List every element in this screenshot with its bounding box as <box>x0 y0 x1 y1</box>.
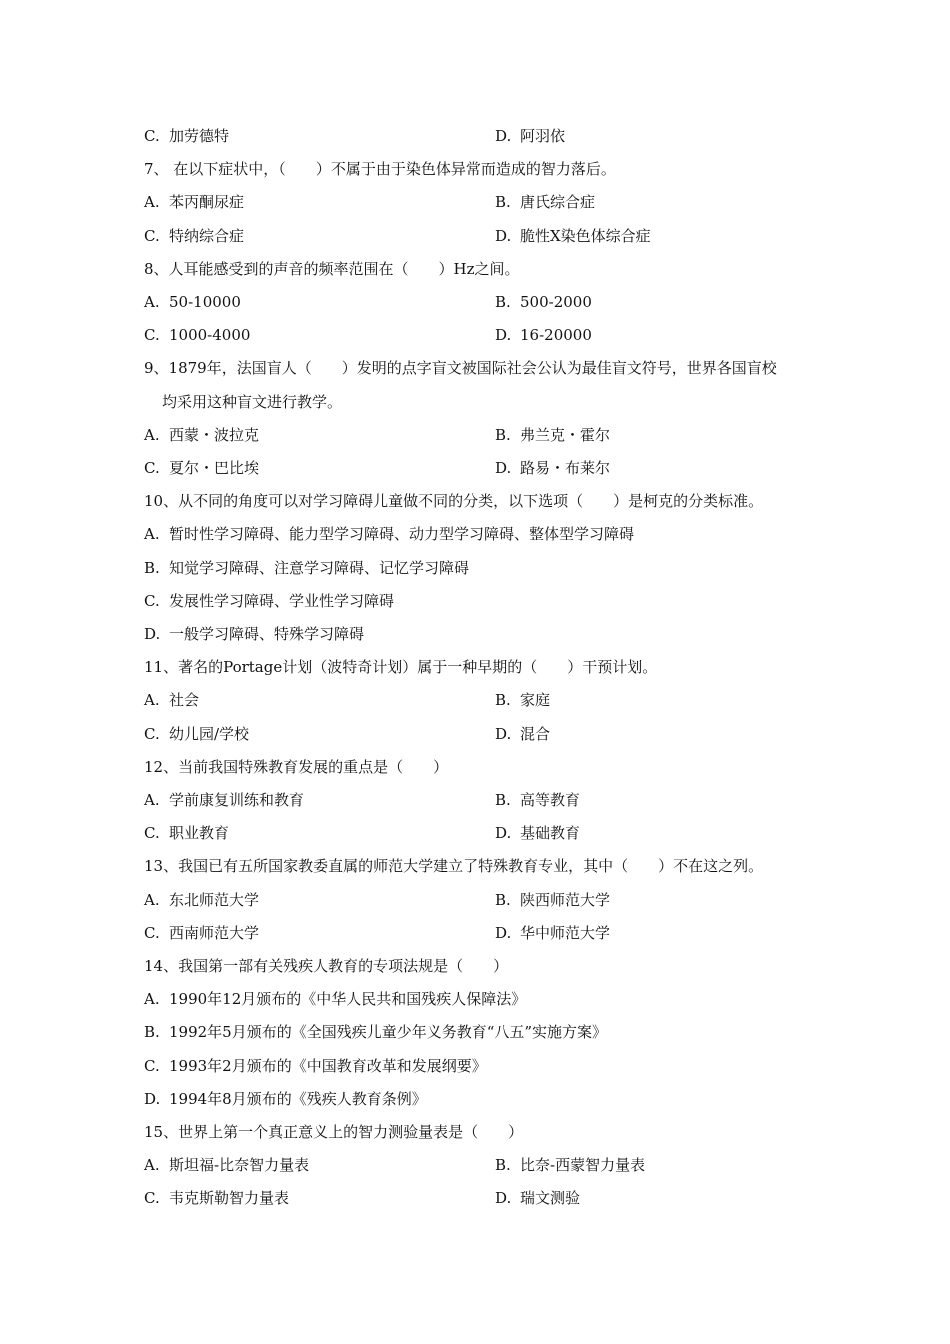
option-label: A. <box>144 525 160 543</box>
option-label: A. <box>144 426 160 444</box>
option-label: A. <box>144 293 160 311</box>
option-text: 斯坦福-比奈智力量表 <box>169 1156 310 1174</box>
answer-option-right <box>495 790 580 810</box>
option-label: D. <box>495 924 512 942</box>
option-text: 1994年8月颁布的《残疾人教育条例》 <box>169 1090 427 1108</box>
answer-option <box>144 591 394 611</box>
option-label: C. <box>144 824 160 842</box>
option-label: B. <box>495 891 511 909</box>
option-label: B. <box>495 193 511 211</box>
option-label: C. <box>144 725 160 743</box>
option-text: 职业教育 <box>169 824 230 842</box>
option-text: 家庭 <box>520 691 551 709</box>
question-text: 10、从不同的角度可以对学习障碍儿童做不同的分类，以下选项（ ）是柯克的分类标准。 <box>144 492 764 510</box>
option-label: C. <box>144 1189 160 1207</box>
option-label: C. <box>144 227 160 245</box>
option-label: D. <box>144 625 161 643</box>
option-text: 瑞文测验 <box>520 1189 581 1207</box>
question-text-continued: 均采用这种盲文进行教学。 <box>162 393 343 411</box>
answer-option-right <box>495 325 592 345</box>
option-label: D. <box>495 326 512 344</box>
option-label: A. <box>144 1156 160 1174</box>
option-label: D. <box>495 824 512 842</box>
answer-option-right <box>495 1188 580 1208</box>
option-label: C. <box>144 592 160 610</box>
option-text: 幼儿园/学校 <box>169 725 250 743</box>
answer-option-right <box>495 823 580 843</box>
option-text: 社会 <box>169 691 200 709</box>
answer-option-left <box>144 1188 289 1208</box>
answer-option-right <box>495 690 550 710</box>
answer-option-left <box>144 923 259 943</box>
answer-option-left <box>144 823 229 843</box>
option-label: B. <box>495 1156 511 1174</box>
option-text: 50-10000 <box>169 293 241 311</box>
option-label: B. <box>495 691 511 709</box>
option-text: 唐氏综合症 <box>520 193 596 211</box>
option-label: B. <box>144 1023 160 1041</box>
option-text: 苯丙酮尿症 <box>169 193 245 211</box>
option-text: 夏尔・巴比埃 <box>169 459 260 477</box>
question-text: 7、 在以下症状中，（ ）不属于由于染色体异常而造成的智力落后。 <box>144 160 616 178</box>
question-text: 11、著名的Portage计划（波特奇计划）属于一种早期的（ ）干预计划。 <box>144 658 658 676</box>
option-text: 特纳综合症 <box>169 227 245 245</box>
option-label: A. <box>144 691 160 709</box>
option-text: 暂时性学习障碍、能力型学习障碍、动力型学习障碍、整体型学习障碍 <box>169 525 635 543</box>
answer-option-right <box>495 226 651 246</box>
answer-option-left <box>144 192 244 212</box>
answer-option-right <box>495 724 550 744</box>
answer-option-left <box>144 690 199 710</box>
option-text: 一般学习障碍、特殊学习障碍 <box>169 625 365 643</box>
answer-option-left <box>144 1155 309 1175</box>
answer-option <box>144 1056 487 1076</box>
option-text: 脆性X染色体综合症 <box>520 227 651 245</box>
question-text: 13、我国已有五所国家教委直属的师范大学建立了特殊教育专业，其中（ ）不在这之列。 <box>144 857 764 875</box>
option-text: 路易・布莱尔 <box>520 459 611 477</box>
question-text: 12、当前我国特殊教育发展的重点是（ ） <box>144 758 449 776</box>
question-text: 14、我国第一部有关残疾人教育的专项法规是（ ） <box>144 957 509 975</box>
answer-option-right <box>495 192 595 212</box>
option-label: D. <box>495 1189 512 1207</box>
answer-option-left <box>144 724 249 744</box>
option-text: 500-2000 <box>520 293 592 311</box>
option-text: 1992年5月颁布的《全国残疾儿童少年义务教育“八五”实施方案》 <box>169 1023 608 1041</box>
answer-option-left <box>144 458 259 478</box>
answer-option-left <box>144 325 250 345</box>
option-text: 加劳德特 <box>169 127 230 145</box>
answer-option-left <box>144 126 229 146</box>
option-label: C. <box>144 1057 160 1075</box>
option-text: 高等教育 <box>520 791 581 809</box>
answer-option-right <box>495 923 610 943</box>
option-label: C. <box>144 127 160 145</box>
question-text: 9、1879年，法国盲人（ ）发明的点字盲文被国际社会公认为最佳盲文符号，世界各国盲校 <box>144 359 777 377</box>
question-text: 8、人耳能感受到的声音的频率范围在（ ）Hz之间。 <box>144 260 520 278</box>
answer-option-right <box>495 126 565 146</box>
option-label: D. <box>495 459 512 477</box>
option-text: 基础教育 <box>520 824 581 842</box>
option-label: D. <box>495 127 512 145</box>
option-text: 知觉学习障碍、注意学习障碍、记忆学习障碍 <box>169 559 470 577</box>
option-text: 学前康复训练和教育 <box>169 791 305 809</box>
answer-option-right <box>495 292 592 312</box>
question-text: 15、世界上第一个真正意义上的智力测验量表是（ ） <box>144 1123 524 1141</box>
option-text: 东北师范大学 <box>169 891 260 909</box>
option-text: 西蒙・波拉克 <box>169 426 260 444</box>
option-label: C. <box>144 924 160 942</box>
option-label: B. <box>144 559 160 577</box>
answer-option-right <box>495 425 610 445</box>
option-text: 发展性学习障碍、学业性学习障碍 <box>169 592 395 610</box>
option-label: B. <box>495 426 511 444</box>
option-label: C. <box>144 326 160 344</box>
answer-option-left <box>144 226 244 246</box>
option-text: 韦克斯勒智力量表 <box>169 1189 290 1207</box>
answer-option-left <box>144 890 259 910</box>
answer-option-right <box>495 1155 645 1175</box>
option-label: A. <box>144 193 160 211</box>
option-text: 陕西师范大学 <box>520 891 611 909</box>
option-text: 华中师范大学 <box>520 924 611 942</box>
answer-option <box>144 558 469 578</box>
option-label: B. <box>495 293 511 311</box>
answer-option-left <box>144 790 304 810</box>
option-text: 1000-4000 <box>169 326 251 344</box>
answer-option <box>144 1022 607 1042</box>
answer-option <box>144 524 634 544</box>
answer-option-left <box>144 292 241 312</box>
option-label: D. <box>495 227 512 245</box>
answer-option-left <box>144 425 259 445</box>
option-label: A. <box>144 791 160 809</box>
option-text: 西南师范大学 <box>169 924 260 942</box>
option-label: D. <box>495 725 512 743</box>
option-label: A. <box>144 891 160 909</box>
option-label: C. <box>144 459 160 477</box>
answer-option-right <box>495 890 610 910</box>
option-text: 阿羽依 <box>520 127 566 145</box>
answer-option <box>144 989 526 1009</box>
option-label: D. <box>144 1090 161 1108</box>
option-text: 比奈-西蒙智力量表 <box>520 1156 646 1174</box>
answer-option-right <box>495 458 610 478</box>
option-text: 16-20000 <box>520 326 592 344</box>
option-text: 混合 <box>520 725 551 743</box>
answer-option <box>144 624 364 644</box>
option-text: 1993年2月颁布的《中国教育改革和发展纲要》 <box>169 1057 487 1075</box>
option-label: B. <box>495 791 511 809</box>
option-text: 弗兰克・霍尔 <box>520 426 611 444</box>
answer-option <box>144 1089 427 1109</box>
option-text: 1990年12月颁布的《中华人民共和国残疾人保障法》 <box>169 990 527 1008</box>
option-label: A. <box>144 990 160 1008</box>
